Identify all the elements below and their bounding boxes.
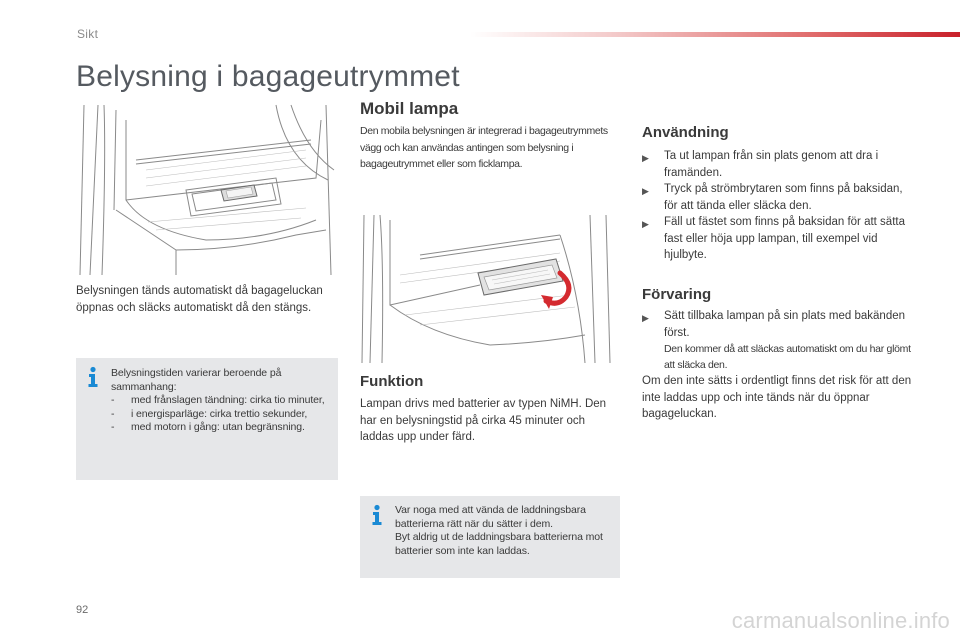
watermark: carmanualsonline.info [731,608,950,633]
usage-heading: Användning [642,124,729,141]
arrow-bullet-icon: ▶ [642,313,649,323]
arrow-bullet-icon: ▶ [642,186,649,196]
list-item: - med motorn i gång: utan begränsning. [111,421,305,433]
list-item: ▶ Fäll ut fästet som finns på baksidan för att sätta fast eller höja upp lampan, till exempel vid hjulbyte. [642,214,912,264]
trunk-light-illustration [76,100,336,275]
function-text: Lampan drivs med batterier av typen NiMH. Den har en belysningstid på cirka 45 minuter och laddas upp under färd. [360,398,607,443]
list-item: - i energisparläge: cirka trettio sekunder, [111,407,308,420]
info-intro: Belysningstiden varierar beroende på sammanhang: [111,367,282,393]
storage-list [642,308,912,373]
header-rule [470,32,960,37]
storage-warning-text: Om den inte sätts i ordentligt finns det risk för att den inte laddas upp och inte tänds när du öppnar bagageluckan. [642,375,912,420]
section-label: Sikt [77,27,99,41]
battery-note-1: Var noga med att vända de laddningsbara batterierna rätt när du sätter i dem. [395,504,586,530]
info-icon [370,504,384,526]
info-box-duration [76,358,338,480]
auto-light-text: Belysningen tänds automatiskt då bagageluckan öppnas och släcks automatiskt då den stängs. [76,285,323,314]
mobile-lamp-text: Den mobila belysningen är integrerad i bagageutrymmets vägg och kan användas antingen som belysning i bagageutrymmet eller som ficklampa. [360,125,608,170]
list-item [642,308,912,373]
storage-heading: Förvaring [642,286,712,303]
usage-list [642,148,912,264]
page-title: Belysning i bagageutrymmet [76,60,460,93]
info-box-batteries [360,496,620,578]
list-item: ▶ Ta ut lampan från sin plats genom att dra i framänden. [642,148,912,181]
list-item: ▶ Tryck på strömbrytaren som finns på baksidan, för att tända eller släcka den. [642,181,912,214]
list-item: - med frånslagen tändning: cirka tio minuter, [111,394,325,406]
arrow-bullet-icon: ▶ [642,153,649,163]
page-number: 92 [76,604,89,616]
storage-note: Den kommer då att släckas automatiskt om du har glömt att släcka den. [664,343,911,371]
info-text-batteries [395,504,617,558]
storage-item-text: Sätt tillbaka lampan på sin plats med bakänden först. [664,310,906,339]
arrow-bullet-icon: ▶ [642,219,649,229]
function-heading: Funktion [360,373,424,390]
mobile-lamp-heading: Mobil lampa [360,99,459,118]
info-text-duration [111,367,333,435]
battery-note-2: Byt aldrig ut de laddningsbara batterierna mot batterier som inte kan laddas. [395,531,603,557]
mobile-lamp-illustration [360,215,618,363]
info-icon [86,366,100,388]
